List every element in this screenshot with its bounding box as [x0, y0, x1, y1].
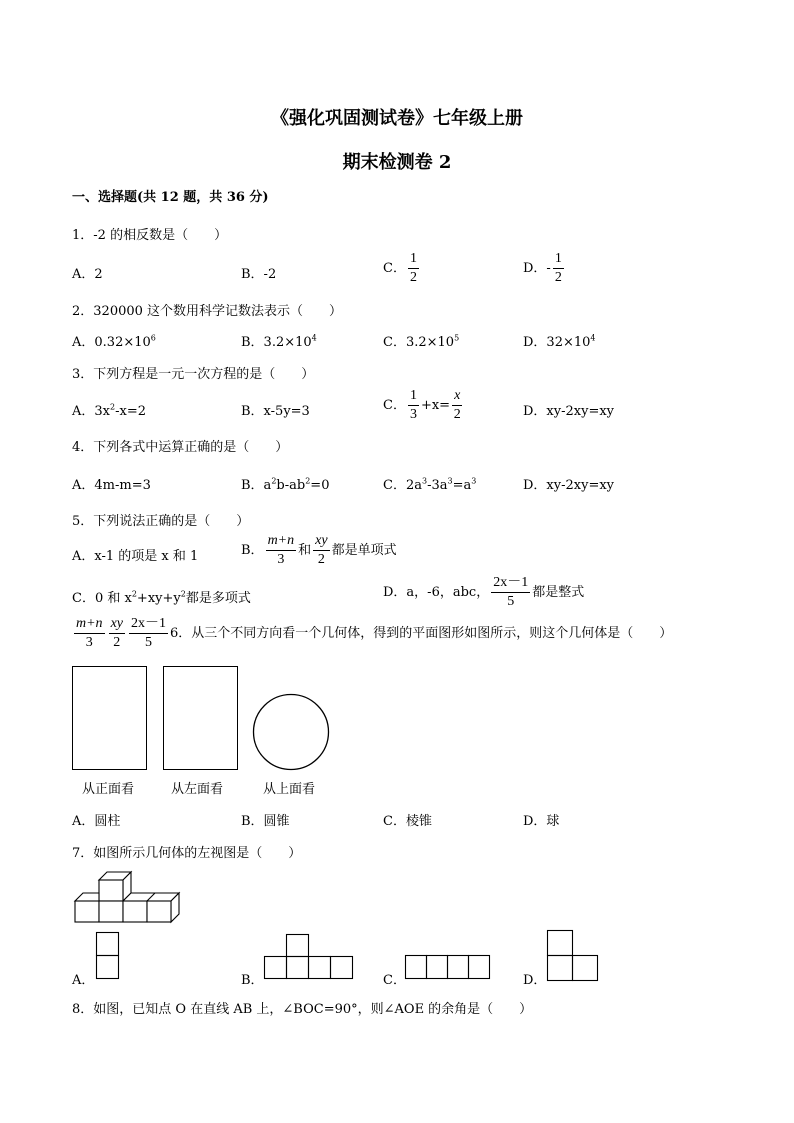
q1-option-a: A．2 [72, 267, 103, 282]
top-view-circle [252, 693, 330, 771]
q6-option-b: B．圆锥 [241, 814, 290, 829]
q6-stem: $\frac{m+n}{3}$ $\frac{xy}{2}$ $\frac{2x-1}{5}$ 6．从三个不同方向看一个几何体，得到的平面图形如图所示，则这个几何体是（ ） [76, 616, 673, 650]
q4-stem: 4．下列各式中运算正确的是（ ） [72, 440, 289, 455]
q7-stem: 7．如图所示几何体的左视图是（ ） [72, 846, 302, 861]
q6-option-c: C．棱锥 [383, 814, 432, 829]
q1-stem: 1．-2 的相反数是（ ） [72, 228, 228, 243]
fraction: $\frac{1}{2}$ [554, 251, 562, 285]
q2-option-d: D．$32\times 10^4$ [523, 333, 596, 350]
q4-option-d: D．xy-2xy=xy [523, 478, 615, 493]
q3-option-b: B．x-5y=3 [241, 404, 310, 419]
q1-option-c: C． $\frac{1}{2}$ [383, 251, 417, 285]
q1-option-d: D．- $\frac{1}{2}$ [523, 251, 562, 285]
q7-option-a-figure [96, 932, 120, 980]
q5-stem: 5．下列说法正确的是（ ） [72, 514, 250, 529]
fraction: $\frac{1}{3}$ [409, 388, 417, 422]
fraction: $\frac{1}{2}$ [409, 251, 417, 285]
q7-option-c-figure [405, 955, 491, 981]
q5-option-c: C．0 和 $x^2+xy+y^2$都是多项式 [72, 589, 251, 606]
q3-option-c: C． $\frac{1}{3}$ +x= $\frac{x}{2}$ [383, 388, 461, 422]
page-subtitle: 期末检测卷 2 [342, 152, 452, 173]
q2-option-b: B．$3.2\times 10^4$ [241, 333, 317, 350]
q4-option-a: A．4m-m=3 [72, 478, 151, 493]
q2-option-a: A．$0.32\times 10^6$ [72, 333, 156, 350]
left-view-caption: 从左面看 [171, 782, 224, 797]
fraction: $\frac{2x-1}{5}$ [493, 575, 529, 609]
q5-option-a: A．x-1 的项是 x 和 1 [72, 549, 199, 564]
fraction: $\frac{m+n}{3}$ [76, 616, 103, 650]
page-title: 《强化巩固测试卷》七年级上册 [271, 108, 523, 129]
q3-option-d: D．xy-2xy=xy [523, 404, 615, 419]
q5-option-b: B． $\frac{m+n}{3}$ 和 $\frac{xy}{2}$ 都是单项式 [241, 533, 397, 567]
q7-option-b-figure [264, 934, 356, 980]
q4-option-b: B．$a^2b-ab^2=0$ [241, 476, 330, 493]
q5-option-d: D．a，-6，abc， $\frac{2x-1}{5}$ 都是整式 [383, 575, 585, 609]
q2-option-c: C．$3.2\times 10^5$ [383, 333, 460, 350]
q6-option-d: D．球 [523, 814, 560, 829]
front-view-caption: 从正面看 [82, 782, 135, 797]
fraction: $\frac{2x-1}{5}$ [131, 616, 166, 650]
q6-option-a: A．圆柱 [72, 814, 121, 829]
front-view-rectangle [72, 666, 147, 770]
section-heading: 一、选择题(共 12 题，共 36 分) [72, 190, 269, 205]
q4-option-c: C．$2a^3-3a^3=a^3$ [383, 476, 477, 493]
fraction: $\frac{x}{2}$ [453, 388, 461, 422]
fraction: $\frac{m+n}{3}$ [267, 533, 295, 567]
q7-solid-figure [72, 868, 188, 924]
q7-option-c: C． [383, 973, 406, 988]
q7-option-d-figure [547, 930, 601, 982]
q7-option-b: B． [241, 973, 264, 988]
fraction: $\frac{xy}{2}$ [110, 616, 123, 650]
fraction: $\frac{xy}{2}$ [315, 533, 328, 567]
q1-option-b: B．-2 [241, 267, 277, 282]
top-view-caption: 从上面看 [263, 782, 316, 797]
q2-stem: 2．320000 这个数用科学记数法表示（ ） [72, 304, 343, 319]
q7-option-d: D． [523, 973, 547, 988]
q8-stem: 8．如图，已知点 O 在直线 AB 上，∠BOC=90°，则∠AOE 的余角是（ ） [72, 1002, 533, 1017]
left-view-rectangle [163, 666, 238, 770]
q3-stem: 3．下列方程是一元一次方程的是（ ） [72, 367, 315, 382]
q3-option-a: A．$3x^2-x=2$ [72, 402, 146, 419]
q7-option-a: A． [72, 973, 95, 988]
